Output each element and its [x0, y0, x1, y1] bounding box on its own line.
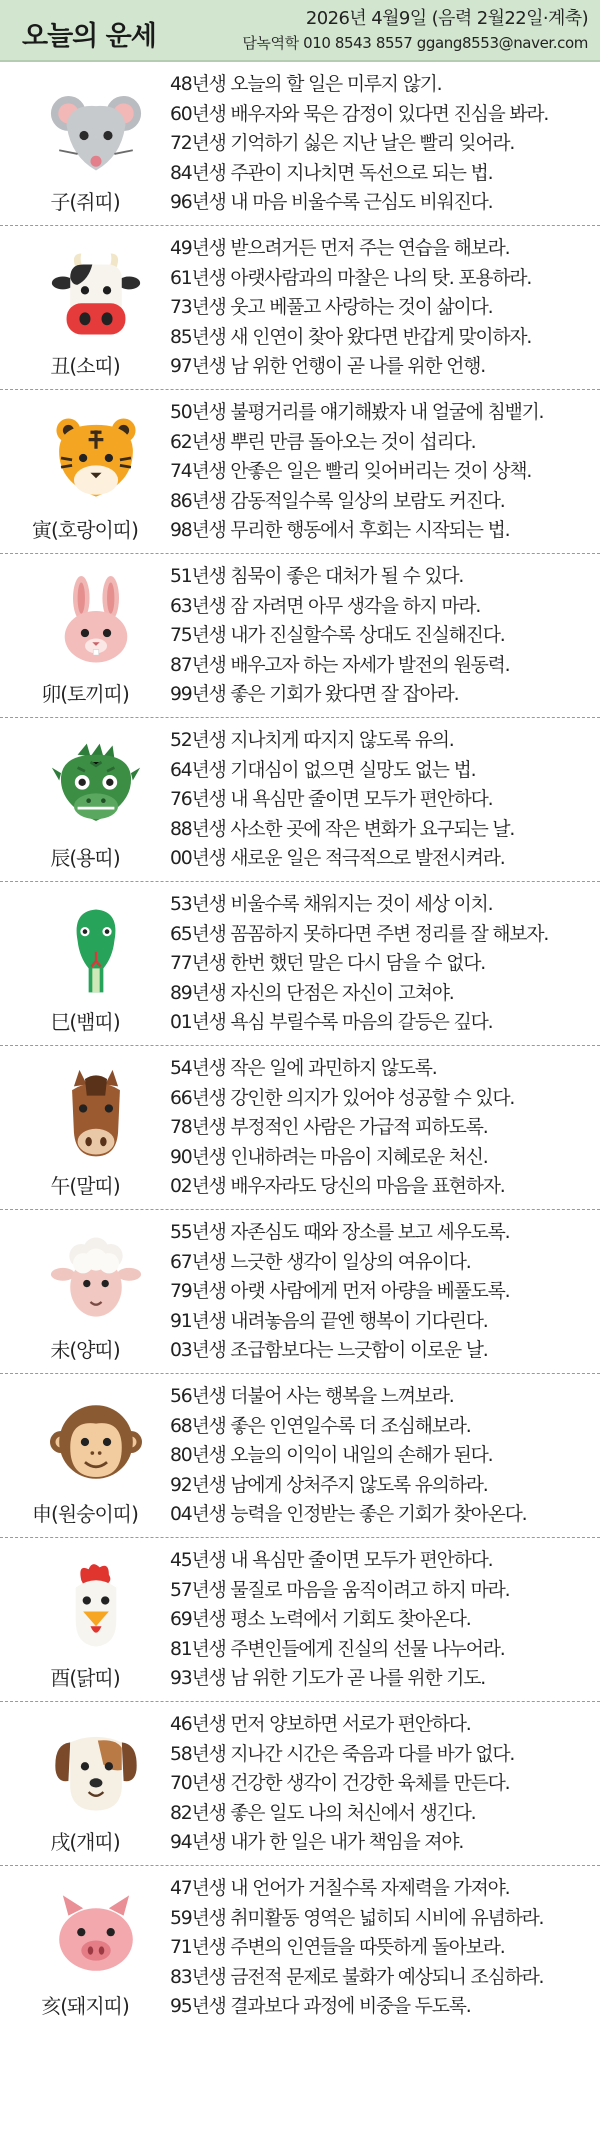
fortune-line: 64년생 기대심이 없으면 실망도 없는 법. — [170, 759, 476, 781]
fortune-line: 47년생 내 언어가 거칠수록 자제력을 가져야. — [170, 1878, 510, 1899]
fortune-line: 93년생 남 위한 기도가 곧 나를 위한 기도. — [170, 1668, 486, 1690]
zodiac-label: 巳(뱀띠) — [50, 1010, 120, 1034]
fortune-line: 51년생 침묵이 좋은 대처가 될 수 있다. — [170, 566, 464, 587]
fortune-line: 74년생 안좋은 일은 빨리 잊어버리는 것이 상책. — [170, 461, 532, 483]
fortune-line: 97년생 남 위한 언행이 곧 나를 위한 언행. — [170, 356, 486, 378]
fortune-line: 55년생 자존심도 때와 장소를 보고 세우도록. — [170, 1222, 510, 1243]
zodiac-label: 戌(개띠) — [50, 1830, 120, 1854]
rat-icon — [50, 84, 142, 176]
fortune-lines — [170, 1054, 598, 1202]
pig-icon — [50, 1888, 142, 1980]
cow-icon — [50, 248, 142, 340]
fortune-line: 75년생 내가 진실할수록 상대도 진실해진다. — [170, 625, 505, 647]
fortune-line: 70년생 건강한 생각이 건강한 육체를 만든다. — [170, 1773, 510, 1795]
fortune-line: 95년생 결과보다 과정에 비중을 두도록. — [170, 1996, 471, 2018]
date-line: 2026년 4월9일 (음력 2월22일·계축) — [305, 8, 588, 29]
zodiac-label: 午(말띠) — [50, 1174, 120, 1198]
fortune-line: 92년생 남에게 상처주지 않도록 유의하라. — [170, 1474, 488, 1496]
animal-cell — [0, 1702, 170, 1866]
zodiac-label: 寅(호랑이띠) — [32, 518, 138, 542]
animal-cell — [0, 1210, 170, 1374]
fortune-line: 45년생 내 욕심만 줄이면 모두가 편안하다. — [170, 1550, 493, 1571]
zodiac-row-rat — [0, 62, 600, 226]
fortune-line: 04년생 능력을 인정받는 좋은 기회가 찾아온다. — [170, 1504, 527, 1526]
fortune-lines — [170, 234, 598, 382]
fortune-line: 94년생 내가 한 일은 내가 책임을 져야. — [170, 1832, 464, 1854]
fortune-line: 78년생 부정적인 사람은 가급적 피하도록. — [170, 1117, 488, 1139]
fortune-line: 76년생 내 욕심만 줄이면 모두가 편안하다. — [170, 789, 493, 811]
zodiac-label: 亥(돼지띠) — [41, 1994, 129, 2018]
zodiac-row-rabbit — [0, 554, 600, 718]
monkey-icon — [50, 1396, 142, 1488]
fortune-line: 73년생 웃고 베풀고 사랑하는 것이 삶이다. — [170, 297, 493, 319]
fortune-line: 89년생 자신의 단점은 자신이 고쳐야. — [170, 982, 454, 1004]
fortune-line: 96년생 내 마음 비울수록 근심도 비워진다. — [170, 192, 493, 214]
dragon-icon — [50, 740, 142, 832]
fortune-line: 84년생 주관이 지나치면 독선으로 되는 법. — [170, 162, 493, 184]
fortune-line: 66년생 강인한 의지가 있어야 성공할 수 있다. — [170, 1087, 515, 1109]
header — [0, 0, 600, 62]
fortune-lines — [170, 70, 598, 218]
fortune-lines — [170, 1710, 598, 1858]
zodiac-row-dragon — [0, 718, 600, 882]
fortune-line: 02년생 배우자라도 당신의 마음을 표현하자. — [170, 1176, 505, 1198]
snake-icon — [50, 904, 142, 996]
fortune-line: 90년생 인내하려는 마음이 지혜로운 처신. — [170, 1146, 488, 1168]
horse-icon — [50, 1068, 142, 1160]
animal-cell — [0, 226, 170, 390]
fortune-lines — [170, 1382, 598, 1530]
animal-cell — [0, 1538, 170, 1702]
zodiac-row-sheep — [0, 1210, 600, 1374]
fortune-line: 00년생 새로운 일은 적극적으로 발전시켜라. — [170, 848, 505, 870]
fortune-line: 58년생 지나간 시간은 죽음과 다를 바가 없다. — [170, 1743, 515, 1765]
fortune-line: 57년생 물질로 마음을 움직이려고 하지 마라. — [170, 1579, 510, 1601]
dog-icon — [50, 1724, 142, 1816]
fortune-lines — [170, 890, 598, 1038]
animal-cell — [0, 1374, 170, 1538]
fortune-line: 69년생 평소 노력에서 기회도 찾아온다. — [170, 1609, 471, 1631]
fortune-line: 87년생 배우고자 하는 자세가 발전의 원동력. — [170, 654, 510, 676]
zodiac-row-horse — [0, 1046, 600, 1210]
fortune-line: 99년생 좋은 기회가 왔다면 잘 잡아라. — [170, 684, 459, 706]
animal-cell — [0, 554, 170, 718]
fortune-line: 98년생 무리한 행동에서 후회는 시작되는 법. — [170, 520, 510, 542]
animal-cell — [0, 1046, 170, 1210]
fortune-lines — [170, 1218, 598, 1366]
zodiac-label: 未(양띠) — [50, 1338, 120, 1362]
fortune-lines — [170, 1874, 598, 2022]
fortune-line: 60년생 배우자와 묵은 감정이 있다면 진심을 봐라. — [170, 103, 549, 125]
fortune-lines — [170, 562, 598, 710]
zodiac-label: 酉(닭띠) — [50, 1666, 120, 1690]
zodiac-row-dog — [0, 1702, 600, 1866]
fortune-line: 62년생 뿌린 만큼 돌아오는 것이 섭리다. — [170, 431, 476, 453]
fortune-line: 91년생 내려놓음의 끝엔 행복이 기다린다. — [170, 1310, 488, 1332]
zodiac-label: 子(쥐띠) — [50, 190, 120, 214]
zodiac-row-cow — [0, 226, 600, 390]
animal-cell — [0, 390, 170, 554]
zodiac-row-tiger — [0, 390, 600, 554]
rabbit-icon — [50, 576, 142, 668]
fortune-line: 71년생 주변의 인연들을 따뜻하게 돌아보라. — [170, 1937, 505, 1959]
fortune-line: 81년생 주변인들에게 진실의 선물 나누어라. — [170, 1638, 505, 1660]
animal-cell — [0, 1866, 170, 2030]
fortune-line: 72년생 기억하기 싫은 지난 날은 빨리 잊어라. — [170, 133, 515, 155]
zodiac-list — [0, 62, 600, 2030]
fortune-line: 65년생 꼼꼼하지 못하다면 주변 정리를 잘 해보자. — [170, 923, 549, 945]
animal-cell — [0, 718, 170, 882]
animal-cell — [0, 882, 170, 1046]
zodiac-row-snake — [0, 882, 600, 1046]
fortune-line: 59년생 취미활동 영역은 넓히되 시비에 유념하라. — [170, 1907, 544, 1929]
fortune-line: 83년생 금전적 문제로 불화가 예상되니 조심하라. — [170, 1966, 544, 1988]
fortune-line: 61년생 아랫사람과의 마찰은 나의 탓. 포용하라. — [170, 267, 532, 289]
fortune-line: 63년생 잠 자려면 아무 생각을 하지 마라. — [170, 595, 481, 617]
fortune-line: 53년생 비울수록 채워지는 것이 세상 이치. — [170, 894, 493, 915]
rooster-icon — [50, 1560, 142, 1652]
zodiac-row-rooster — [0, 1538, 600, 1702]
zodiac-label: 辰(용띠) — [50, 846, 120, 870]
contact-line: 담녹역학 010 8543 8557 ggang8553@naver.com — [242, 34, 588, 52]
animal-cell — [0, 62, 170, 226]
fortune-line: 77년생 한번 했던 말은 다시 담을 수 없다. — [170, 953, 486, 975]
fortune-line: 80년생 오늘의 이익이 내일의 손해가 된다. — [170, 1445, 493, 1467]
fortune-line: 48년생 오늘의 할 일은 미루지 않기. — [170, 74, 442, 95]
fortune-line: 03년생 조급함보다는 느긋함이 이로운 날. — [170, 1340, 488, 1362]
fortune-line: 49년생 받으려거든 먼저 주는 연습을 해보라. — [170, 238, 510, 259]
zodiac-row-pig — [0, 1866, 600, 2030]
fortune-line: 67년생 느긋한 생각이 일상의 여유이다. — [170, 1251, 471, 1273]
fortune-line: 01년생 욕심 부릴수록 마음의 갈등은 깊다. — [170, 1012, 493, 1034]
fortune-line: 82년생 좋은 일도 나의 처신에서 생긴다. — [170, 1802, 476, 1824]
zodiac-label: 卯(토끼띠) — [41, 682, 129, 706]
fortune-line: 56년생 더불어 사는 행복을 느껴보라. — [170, 1386, 454, 1407]
zodiac-label: 申(원숭이띠) — [32, 1502, 138, 1526]
fortune-lines — [170, 398, 598, 546]
fortune-line: 68년생 좋은 인연일수록 더 조심해보라. — [170, 1415, 471, 1437]
zodiac-row-monkey — [0, 1374, 600, 1538]
fortune-lines — [170, 726, 598, 874]
page-title: 오늘의 운세 — [22, 21, 156, 52]
fortune-line: 88년생 사소한 곳에 작은 변화가 요구되는 날. — [170, 818, 515, 840]
fortune-line: 85년생 새 인연이 찾아 왔다면 반갑게 맞이하자. — [170, 326, 532, 348]
fortune-line: 50년생 불평거리를 얘기해봤자 내 얼굴에 침뱉기. — [170, 402, 544, 423]
fortune-line: 86년생 감동적일수록 일상의 보람도 커진다. — [170, 490, 505, 512]
fortune-line: 52년생 지나치게 따지지 않도록 유의. — [170, 730, 454, 751]
fortune-line: 79년생 아랫 사람에게 먼저 아량을 베풀도록. — [170, 1281, 510, 1303]
tiger-icon — [50, 412, 142, 504]
fortune-lines — [170, 1546, 598, 1694]
zodiac-label: 丑(소띠) — [50, 354, 120, 378]
fortune-line: 54년생 작은 일에 과민하지 않도록. — [170, 1058, 437, 1079]
fortune-line: 46년생 먼저 양보하면 서로가 편안하다. — [170, 1714, 471, 1735]
sheep-icon — [50, 1232, 142, 1324]
